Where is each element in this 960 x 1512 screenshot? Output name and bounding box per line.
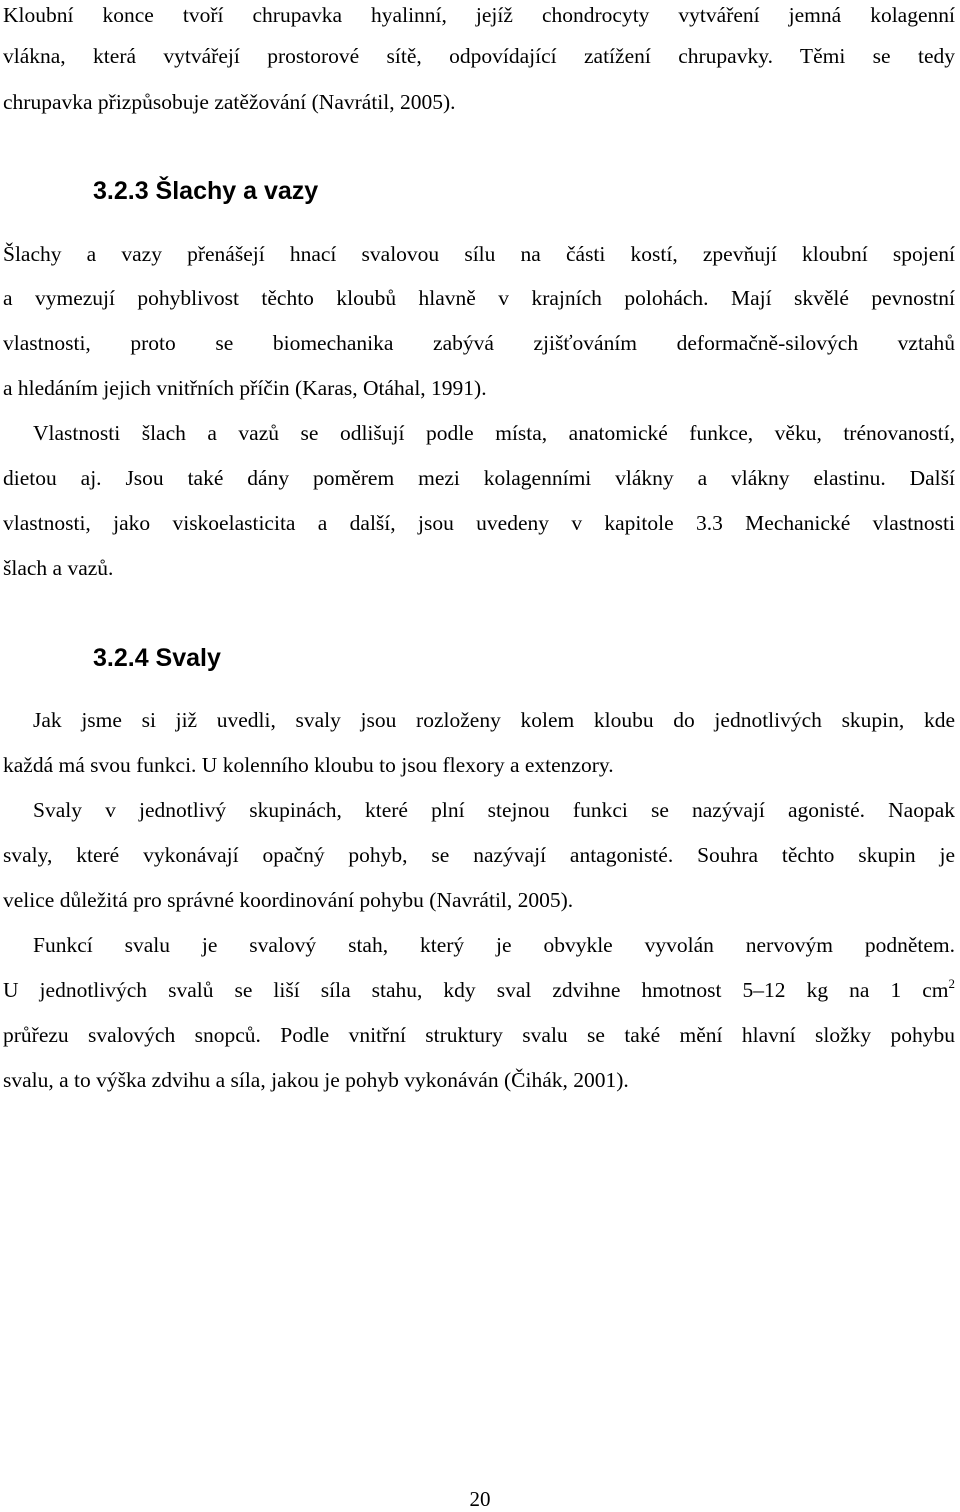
text-line: Svaly v jednotlivý skupinách, které plní stejnou funkci se nazývají agonisté. Naopak: [33, 798, 955, 822]
text-segment: U jednotlivých svalů se liší síla stahu, kdy sval zdvihne hmotnost 5–12 kg na 1 cm: [3, 978, 949, 1002]
section-heading: 3.2.3 Šlachy a vazy: [93, 177, 319, 205]
text-line: vlastnosti, proto se biomechanika zabývá zjišťováním deformačně-silových vztahů: [3, 331, 955, 355]
text-line: každá má svou funkci. U kolenního kloubu to jsou flexory a extenzory.: [3, 753, 614, 777]
text-line: svalu, a to výška zdvihu a síla, jakou je pohyb vykonáván (Čihák, 2001).: [3, 1068, 629, 1092]
page-number: 20: [469, 1487, 491, 1511]
text-line: Funkcí svalu je svalový stah, který je obvykle vyvolán nervovým podnětem.: [33, 933, 955, 957]
text-line: velice důležitá pro správné koordinování pohybu (Navrátil, 2005).: [3, 888, 574, 912]
text-line: chrupavka přizpůsobuje zatěžování (Navrátil, 2005).: [3, 90, 456, 114]
text-line: dietou aj. Jsou také dány poměrem mezi kolagenními vlákny a vlákny elastinu. Další: [3, 466, 955, 490]
text-line: Kloubní konce tvoří chrupavka hyalinní, jejíž chondrocyty vytváření jemná kolagenní: [3, 3, 955, 27]
section-heading: 3.2.4 Svaly: [93, 644, 221, 672]
text-line: průřezu svalových snopců. Podle vnitřní struktury svalu se také mění hlavní složky pohybu: [3, 1023, 955, 1047]
text-line-with-superscript: [3, 975, 955, 1005]
text-line: a vymezují pohyblivost těchto kloubů hlavně v krajních polohách. Mají skvělé pevnostní: [3, 286, 955, 310]
text-line: vlastnosti, jako viskoelasticita a další, jsou uvedeny v kapitole 3.3 Mechanické vlastnosti: [3, 511, 955, 535]
text-line: šlach a vazů.: [3, 556, 114, 580]
text-line: svaly, které vykonávají opačný pohyb, se nazývají antagonisté. Souhra těchto skupin je: [3, 843, 955, 867]
superscript: 2: [948, 976, 955, 991]
text-line: Jak jsme si již uvedli, svaly jsou rozloženy kolem kloubu do jednotlivých skupin, kde: [33, 708, 955, 732]
text-line: Vlastnosti šlach a vazů se odlišují podle místa, anatomické funkce, věku, trénovaností,: [33, 421, 955, 445]
text-line: vlákna, která vytvářejí prostorové sítě, odpovídající zatížení chrupavky. Těmi se tedy: [3, 44, 955, 68]
text-line: Šlachy a vazy přenášejí hnací svalovou sílu na části kostí, zpevňují kloubní spojení: [3, 242, 955, 266]
text-line: a hledáním jejich vnitřních příčin (Karas, Otáhal, 1991).: [3, 376, 487, 400]
